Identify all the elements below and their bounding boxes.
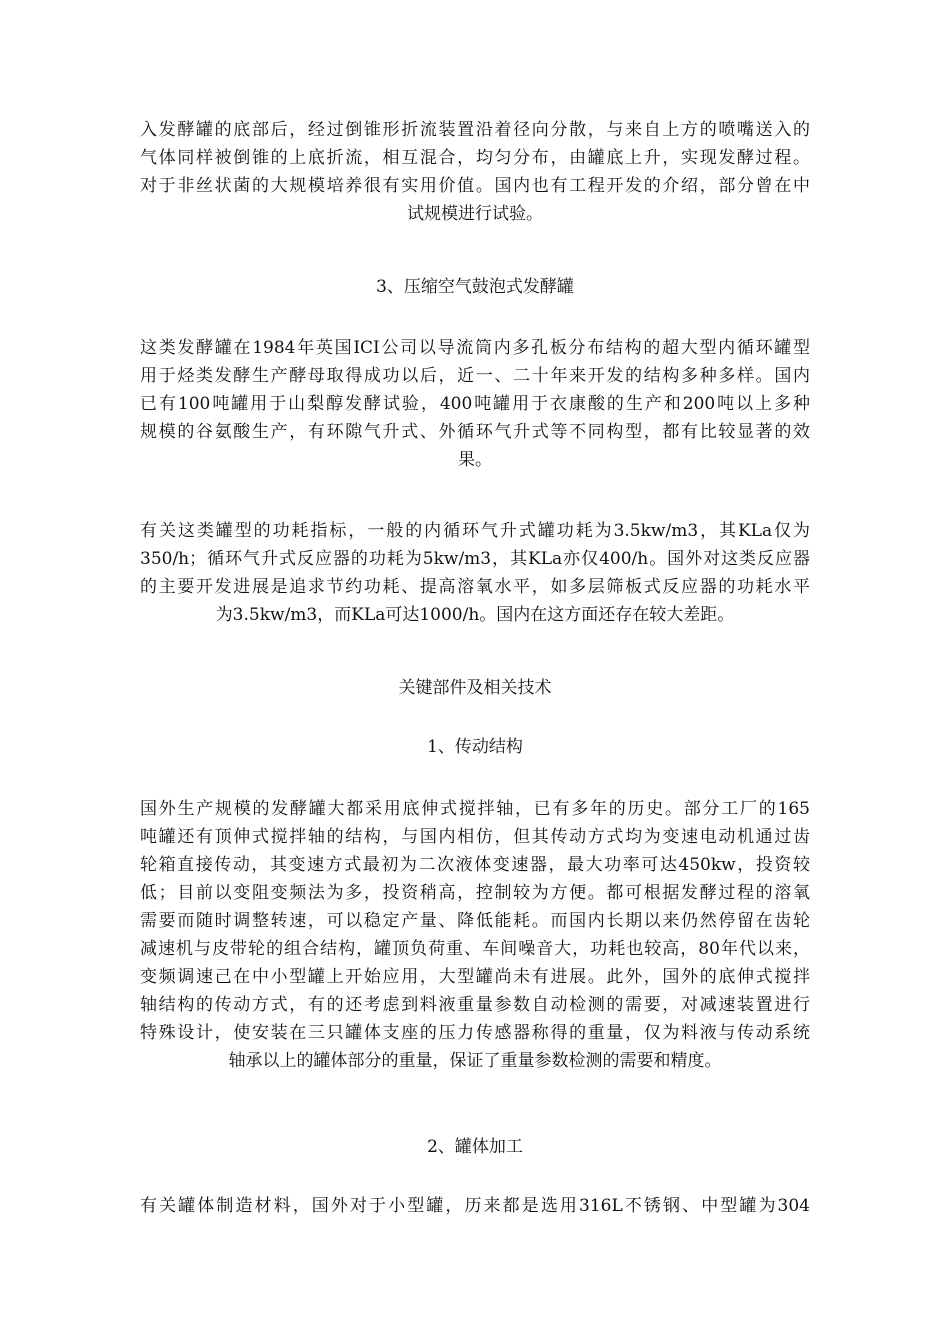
- text-line: 需要而随时调整转速，可以稳定产量、降低能耗。而国内长期以来仍然停留在齿轮: [140, 911, 810, 931]
- text-line: 的主要开发进展是追求节约功耗、提高溶氧水平，如多层筛板式反应器的功耗水平: [140, 577, 810, 597]
- text-line: 轮箱直接传动，其变速方式最初为二次液体变速器，最大功率可达450kw，投资较: [140, 855, 810, 875]
- text-line: 用于烃类发酵生产酵母取得成功以后，近一、二十年来开发的结构多种多样。国内: [140, 366, 810, 386]
- text-line: 350/h；循环气升式反应器的功耗为5kw/m3，其KLa亦仅400/h。国外对这类反应器: [140, 549, 810, 569]
- text-line: 有关这类罐型的功耗指标，一般的内循环气升式罐功耗为3.5kw/m3，其KLa仅为: [140, 521, 810, 541]
- text-line: 已有100吨罐用于山梨醇发酵试验，400吨罐用于衣康酸的生产和200吨以上多种: [140, 394, 810, 414]
- text-line: 低；目前以变阻变频法为多，投资稍高，控制较为方便。都可根据发酵过程的溶氧: [140, 883, 810, 903]
- section-heading-tank-fabrication: 2、罐体加工: [427, 1137, 523, 1157]
- paragraph-transmission-structure: [140, 795, 810, 1075]
- text-line: 轴结构的传动方式，有的还考虑到料液重量参数自动检测的需要，对减速装置进行: [140, 995, 810, 1015]
- text-line: 果。: [458, 450, 492, 470]
- text-line: 规模的谷氨酸生产，有环隙气升式、外循环气升式等不同构型，都有比较显著的效: [140, 422, 810, 442]
- text-line: 试规模进行试验。: [407, 204, 543, 224]
- paragraph-bubble-fermenter: [140, 334, 810, 474]
- paragraph-power-consumption: [140, 517, 810, 629]
- text-line: 为3.5kw/m3，而KLa可达1000/h。国内在这方面还存在较大差距。: [215, 605, 735, 625]
- section-heading-key-components: 关键部件及相关技术: [398, 678, 552, 698]
- text-line: 气体同样被倒锥的上底折流，相互混合，均匀分布，由罐底上升，实现发酵过程。: [140, 148, 810, 168]
- text-line: 减速机与皮带轮的组合结构，罐顶负荷重、车间噪音大，功耗也较高，80年代以来，: [140, 939, 810, 959]
- text-line: 变频调速己在中小型罐上开始应用，大型罐尚未有进展。此外，国外的底伸式搅拌: [140, 967, 810, 987]
- paragraph-fermenter-bottom-feed: [140, 116, 810, 228]
- text-line: 吨罐还有顶伸式搅拌轴的结构，与国内相仿，但其传动方式均为变速电动机通过齿: [140, 827, 810, 847]
- text-line: 这类发酵罐在1984年英国ICI公司以导流筒内多孔板分布结构的超大型内循环罐型: [140, 338, 810, 358]
- section-heading-transmission: 1、传动结构: [427, 737, 523, 757]
- text-line: 对于非丝状菌的大规模培养很有实用价值。国内也有工程开发的介绍，部分曾在中: [140, 176, 810, 196]
- text-line: 入发酵罐的底部后，经过倒锥形折流装置沿着径向分散，与来自上方的喷嘴送入的: [140, 120, 810, 140]
- paragraph-tank-materials: [140, 1192, 810, 1220]
- section-heading-compressed-air: 3、压缩空气鼓泡式发酵罐: [376, 277, 574, 297]
- text-line: 轴承以上的罐体部分的重量，保证了重量参数检测的需要和精度。: [228, 1051, 722, 1071]
- text-line: 有关罐体制造材料，国外对于小型罐，历来都是选用316L不锈钢、中型罐为304: [140, 1196, 810, 1216]
- text-line: 国外生产规模的发酵罐大都采用底伸式搅拌轴，已有多年的历史。部分工厂的165: [140, 799, 810, 819]
- text-line: 特殊设计，使安装在三只罐体支座的压力传感器称得的重量，仅为料液与传动系统: [140, 1023, 810, 1043]
